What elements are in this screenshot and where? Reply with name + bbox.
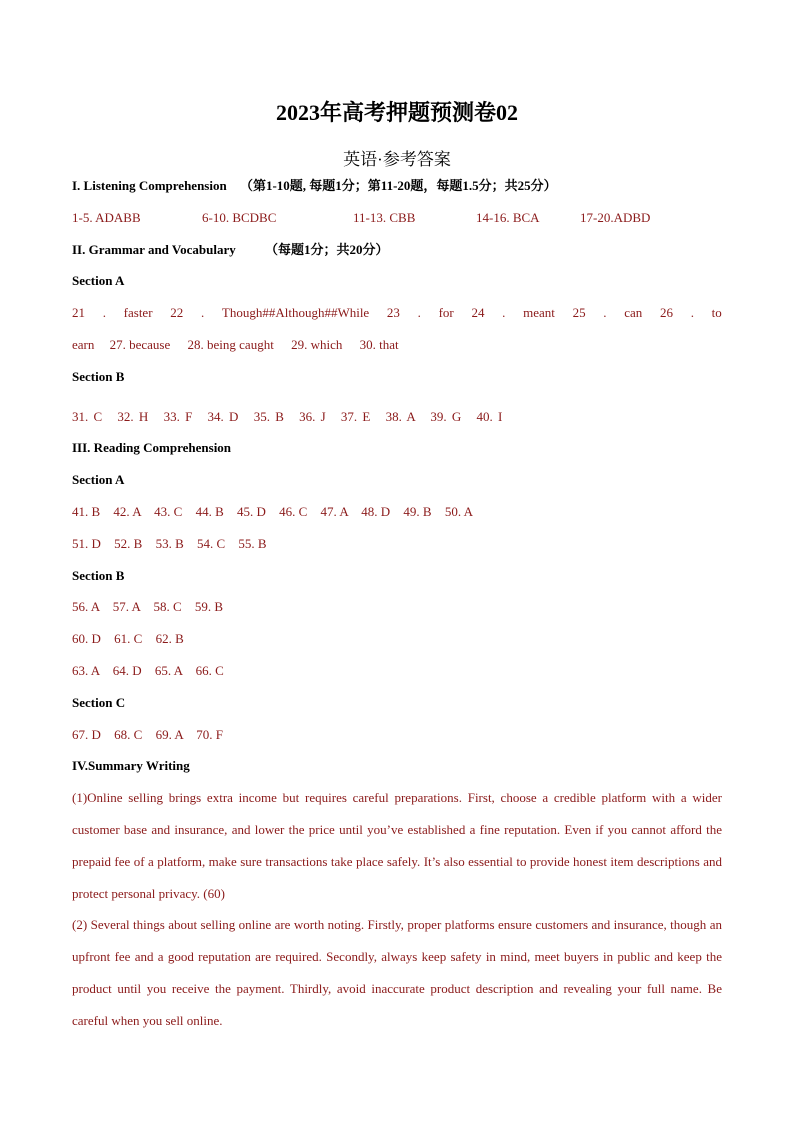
answer-token: 57. A [112,599,141,614]
answer-token: 59. B [194,599,224,614]
part3-answers-b1 [72,597,722,617]
answer-token: to [711,305,722,320]
answer-token: earn [72,337,95,352]
answer-token: 54. C [196,536,226,551]
answer-token: 36. J [299,409,326,424]
answer-token: 64. D [112,663,142,678]
answer-token: 23 [386,305,400,320]
answer-token: 48. D [361,504,391,519]
answer-token: 40. I [476,409,503,424]
answer-token: 51. D [72,536,101,551]
answer-token: 68. C [114,727,143,742]
part2-heading: II. Grammar and Vocabulary [72,242,236,257]
answer-token: 37. E [340,409,371,424]
answer-token: 39. G [430,409,462,424]
answer-token: for [438,305,454,320]
summary-paragraph-2: (2) Several things about selling online are worth noting. Firstly, proper platforms ensure customers and insurance, though an upfront fee and a good reputation are required. Secondly, always keep safety in mind, meet buyers in public and keep the product until you receive the payment. Thirdly, avoid inaccurate product description and revealing your full name. Be careful when you sell online. [72,917,722,1028]
answer-token: 56. A [72,599,100,614]
part3-section-c: Section C [72,695,126,710]
answer-token: 53. B [155,536,184,551]
part2-note: （每题1分；共20分） [264,242,389,257]
part3-answers-a1 [72,502,722,522]
part1-note: （第1-10题, 每题1分；第11-20题，每题1.5分；共25分） [239,178,557,193]
answer-token: 33. F [163,409,193,424]
answer-token: 47. A [320,504,349,519]
part1-answer: 14-16. BCA [476,210,540,225]
answer-token: . [603,305,607,320]
part1-heading: I. Listening Comprehension [72,178,227,193]
part4-heading: IV.Summary Writing [72,758,190,773]
page-title: 2023年高考押题预测卷02 [275,100,518,125]
part3-answers-a2 [72,534,722,554]
answer-token: 41. B [72,504,101,519]
answer-token: 22 [170,305,184,320]
answer-token: 35. B [253,409,284,424]
answer-token: 69. A [155,727,184,742]
answer-token: . [102,305,106,320]
part3-answers-b2 [72,629,722,649]
answer-token: 58. C [153,599,182,614]
answer-token: faster [123,305,153,320]
part3-answers-c1 [72,725,722,745]
part2-answers-line1 [72,303,722,323]
answer-token: 30. that [359,337,399,352]
answer-token: 62. B [155,631,184,646]
answer-token: 55. B [238,536,267,551]
part1-answer: 6-10. BCDBC [202,210,277,225]
part3-answers-b3 [72,661,722,681]
answer-token: 45. D [236,504,266,519]
answer-token: 50. A [444,504,473,519]
answer-token: 34. D [207,409,239,424]
answer-token: . [417,305,421,320]
answer-token: 60. D [72,631,101,646]
answer-token: . [502,305,506,320]
answer-token: 25 [572,305,586,320]
answer-token: 26 [659,305,673,320]
answer-token: 65. A [154,663,183,678]
answer-token: 61. C [114,631,143,646]
answer-token: 44. B [195,504,224,519]
part2-answers-b [72,407,722,427]
answer-token: 29. which [291,337,343,352]
answer-token: 32. H [117,409,149,424]
answer-token: 21 [72,305,85,320]
answer-token: can [624,305,643,320]
answer-token: 67. D [72,727,101,742]
answer-token: 27. because [109,337,171,352]
part1-answer: 1-5. ADABB [72,210,141,225]
answer-token: meant [523,305,555,320]
summary-paragraph-1: (1)Online selling brings extra income but requires careful preparations. First, choose a credible platform with a wider customer base and insurance, and lower the price until you’ve established a fine reputation. Even if you cannot afford the prepaid fee of a platform, make sure transactions take place safely. It’s also essential to provide honest item descriptions and protect personal privacy. (60) [72,790,722,901]
answer-token: 63. A [72,663,100,678]
answer-token: 46. C [279,504,308,519]
answer-token: Though##Although##While [221,305,370,320]
part2-heading-line [72,240,722,260]
part1-answer: 11-13. CBB [353,210,416,225]
part2-answers-line2 [72,335,722,355]
answer-token: . [690,305,694,320]
answer-token: 43. C [154,504,183,519]
part2-section-b: Section B [72,369,125,384]
part3-section-b: Section B [72,568,125,583]
answer-token: 42. A [113,504,141,519]
page-subtitle: 英语·参考答案 [343,150,451,169]
answer-token: . [200,305,205,320]
part1-heading-line [72,176,722,196]
answer-token: 31. C [72,409,103,424]
answer-token: 28. being caught [187,337,274,352]
answer-token: 66. C [195,663,224,678]
answer-token: 52. B [114,536,143,551]
answer-token: 24 [471,305,485,320]
part1-answer: 17-20.ADBD [580,210,651,225]
answer-token: 70. F [196,727,224,742]
part2-section-a: Section A [72,273,125,288]
part3-heading: III. Reading Comprehension [72,440,232,455]
answer-token: 49. B [403,504,432,519]
part3-section-a: Section A [72,472,125,487]
answer-token: 38. A [385,409,416,424]
